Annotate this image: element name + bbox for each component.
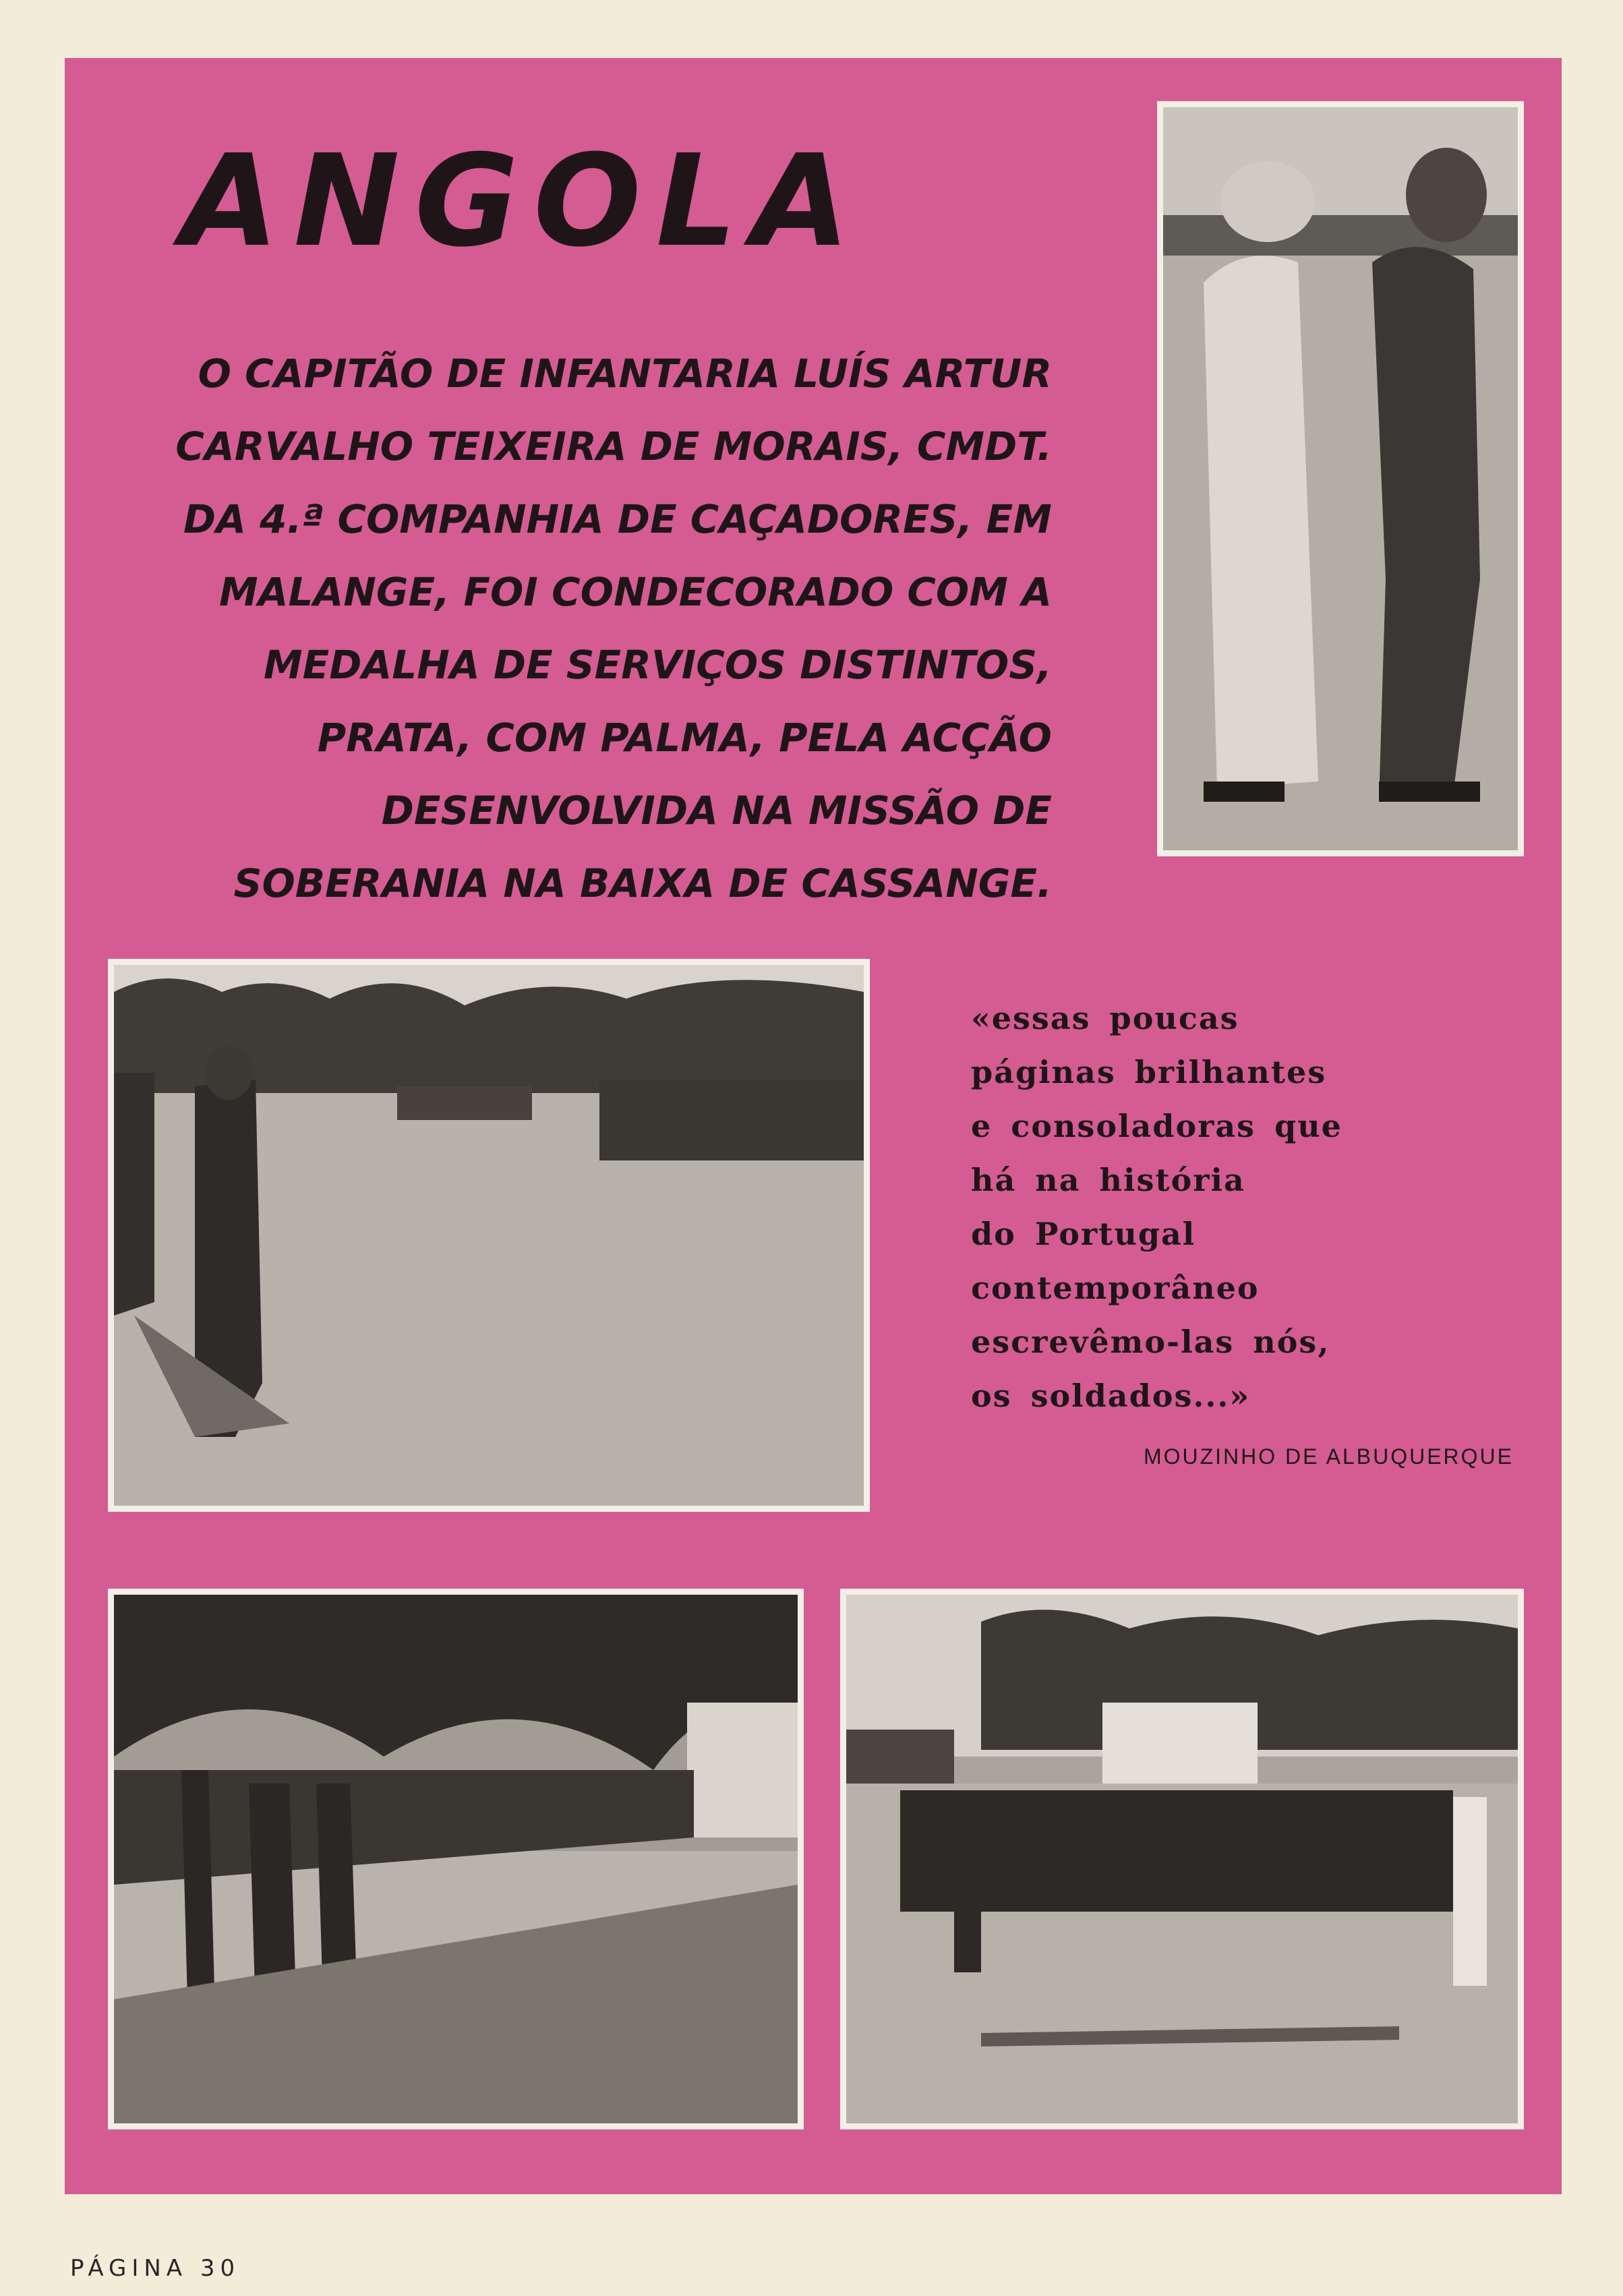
photo-troops-avenue-image [114, 1595, 798, 2123]
quote-line: «essas poucas [971, 1000, 1239, 1036]
quote-line: contemporâneo [971, 1270, 1260, 1306]
quote-line: escrevêmo-las nós, [971, 1324, 1330, 1360]
photo-formation-building [840, 1589, 1524, 2129]
photo-formation-building-image [846, 1595, 1518, 2123]
photo-decoration-ceremony [1157, 101, 1524, 856]
photo-parade-band-image [114, 965, 864, 1506]
quote-line: páginas brilhantes [971, 1054, 1327, 1090]
quote-line: e consoladoras que [971, 1108, 1342, 1144]
photo-decoration-ceremony-image [1163, 107, 1518, 850]
article-caption: O CAPITÃO DE INFANTARIA LUÍS ARTUR CARVALHO TEIXEIRA DE MORAIS, CMDT. DA 4.ª COMPANHIA DE CAÇADORES, EM MALANGE, FOI CONDECORADO COM A MEDALHA DE SERVIÇOS DISTINTOS, PRATA, COM PALMA, PELA ACÇÃO DESENVOLVIDA NA MISSÃO DE SOBERANIA NA BAIXA DE CASSANGE. [175, 351, 1052, 906]
quote-author: MOUZINHO DE ALBUQUERQUE [1143, 1444, 1514, 1469]
quote [971, 991, 1416, 1423]
quote-line: os soldados...» [971, 1378, 1251, 1414]
quote-line: há na história [971, 1162, 1245, 1198]
photo-troops-avenue [108, 1589, 804, 2129]
photo-parade-band [108, 959, 870, 1512]
page-number: PÁGINA 30 [70, 2255, 241, 2282]
article-title: ANGOLA [181, 127, 865, 275]
quote-line: do Portugal [971, 1216, 1196, 1252]
